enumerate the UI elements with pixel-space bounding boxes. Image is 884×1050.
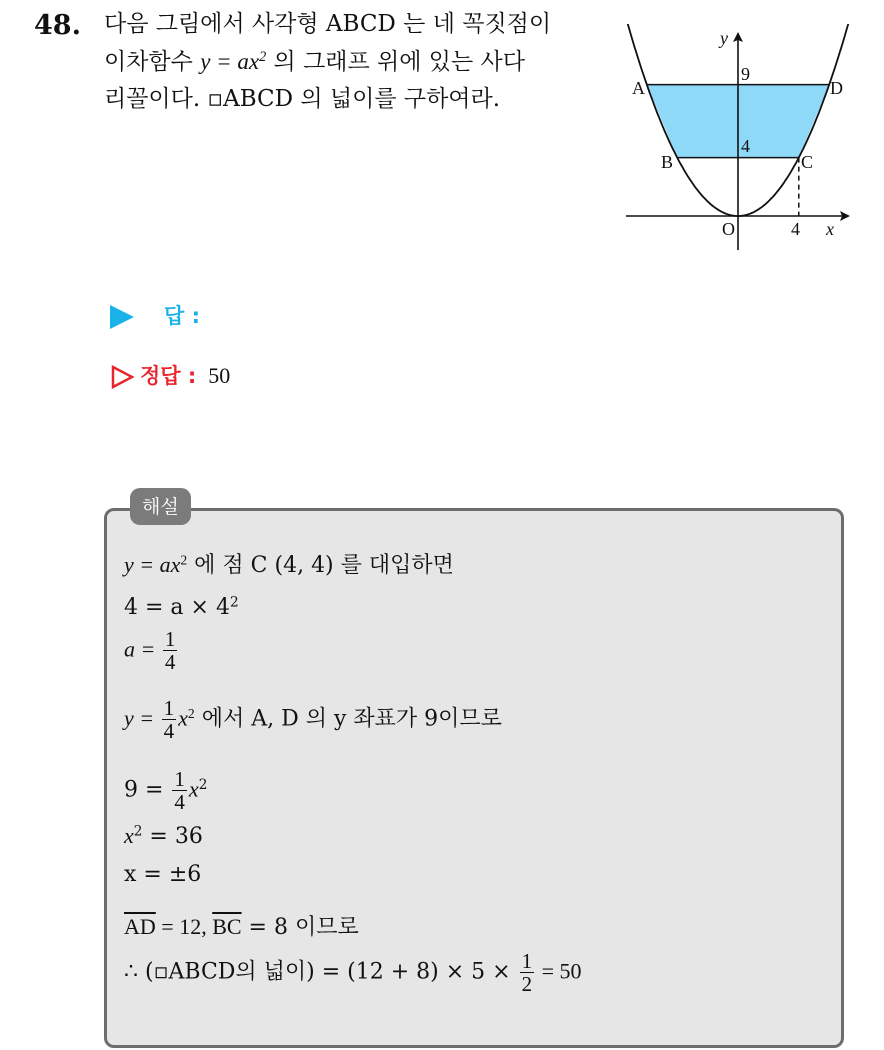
solution-line-6 bbox=[124, 823, 203, 849]
solution-line-7 bbox=[124, 862, 201, 887]
sol-l6-eq: = 36 bbox=[142, 824, 203, 849]
answer-label: 답 : bbox=[164, 304, 200, 328]
equation-exponent: 2 bbox=[259, 49, 267, 66]
sol-l4-x: x bbox=[178, 705, 188, 731]
sol-l3-eq: a = bbox=[124, 636, 161, 662]
fraction bbox=[520, 950, 535, 995]
solution-line-4 bbox=[124, 697, 502, 742]
x-axis-label: x bbox=[826, 219, 834, 239]
point-b-label: B bbox=[661, 152, 674, 172]
play-triangle-icon bbox=[110, 305, 134, 329]
sol-l6-exp: 2 bbox=[133, 823, 143, 840]
origin-label: O bbox=[722, 219, 735, 239]
sol-l4-eq: y = bbox=[124, 705, 160, 731]
y-axis-label: y bbox=[720, 28, 728, 48]
problem-line-1: 다음 그림에서 사각형 ABCD 는 네 꼭짓점이 bbox=[104, 11, 552, 37]
tick-label-4-y: 4 bbox=[741, 136, 750, 156]
fraction bbox=[162, 697, 177, 742]
sol-l5-exp: 2 bbox=[198, 777, 208, 793]
sol-l2-exp: 2 bbox=[229, 594, 239, 611]
solution-tab: 해설 bbox=[130, 488, 191, 525]
sol-l6-x: x bbox=[124, 823, 134, 848]
fraction-numerator: 1 bbox=[164, 627, 176, 651]
fraction-denominator: 4 bbox=[163, 719, 175, 743]
sol-l4-exp: 2 bbox=[187, 706, 195, 721]
sol-l9-text: ∴ (▫ABCD의 넓이) = (12 + 8) × 5 × bbox=[124, 959, 518, 985]
problem-line-2-a: 이차함수 bbox=[104, 49, 201, 75]
point-a-label: A bbox=[632, 78, 645, 98]
solution-line-5 bbox=[124, 768, 207, 813]
correct-answer-value: 50 bbox=[208, 363, 231, 388]
solution-line-3 bbox=[124, 628, 179, 673]
problem-line-2-b: 의 그래프 위에 있는 사다 bbox=[266, 49, 525, 75]
equation-text: y = ax bbox=[200, 49, 260, 74]
answer-row bbox=[110, 300, 200, 330]
fraction bbox=[163, 628, 178, 673]
segment-bc-label: $\overline{BC}$ bbox=[212, 914, 242, 939]
sol-l4-text: 에서 A, D 의 y 좌표가 9이므로 bbox=[194, 706, 502, 732]
solution-line-9 bbox=[124, 950, 582, 995]
tick-label-4-x: 4 bbox=[791, 219, 800, 239]
sol-l2-eq: 4 = a × 4 bbox=[124, 595, 230, 620]
solution-line-1 bbox=[124, 548, 454, 579]
solution-line-2 bbox=[124, 595, 239, 620]
fraction bbox=[172, 768, 187, 813]
fraction-numerator: 1 bbox=[521, 949, 533, 973]
solution-line-8 bbox=[124, 910, 359, 941]
correct-answer-row bbox=[110, 360, 230, 390]
sol-l8-a: = 12, bbox=[155, 914, 213, 939]
problem-line-3: 리꼴이다. ▫ABCD 의 넓이를 구하여라. bbox=[104, 86, 501, 112]
tick-label-9: 9 bbox=[741, 64, 750, 84]
sol-l8-text: = 8 이므로 bbox=[241, 915, 359, 940]
sol-l5-x: x bbox=[188, 776, 199, 802]
fraction-numerator: 1 bbox=[174, 767, 185, 791]
equation bbox=[200, 49, 266, 74]
sol-l1-exp: 2 bbox=[180, 552, 188, 568]
problem-line-2 bbox=[104, 43, 604, 81]
sol-l5-eq: 9 = bbox=[124, 777, 171, 803]
segment-ad-label: $\overline{AD}$ bbox=[124, 914, 156, 939]
parabola-graph bbox=[620, 24, 860, 254]
sol-l1-text: 에 점 C (4, 4) 를 대입하면 bbox=[187, 553, 454, 578]
sol-l7-eq: x = ±6 bbox=[124, 862, 202, 887]
outline-triangle-icon bbox=[110, 365, 134, 389]
fraction-denominator: 4 bbox=[174, 790, 185, 814]
fraction-numerator: 1 bbox=[163, 696, 175, 720]
sol-l9-result: = 50 bbox=[536, 958, 582, 984]
sol-l1-eq: y = ax bbox=[124, 552, 181, 577]
problem-text bbox=[104, 6, 604, 118]
point-d-label: D bbox=[830, 78, 843, 98]
fraction-denominator: 2 bbox=[521, 972, 533, 996]
fraction-denominator: 4 bbox=[164, 650, 176, 674]
correct-answer-label: 정답 : bbox=[140, 364, 197, 388]
problem-number: 48. bbox=[34, 10, 81, 41]
point-c-label: C bbox=[801, 152, 814, 172]
